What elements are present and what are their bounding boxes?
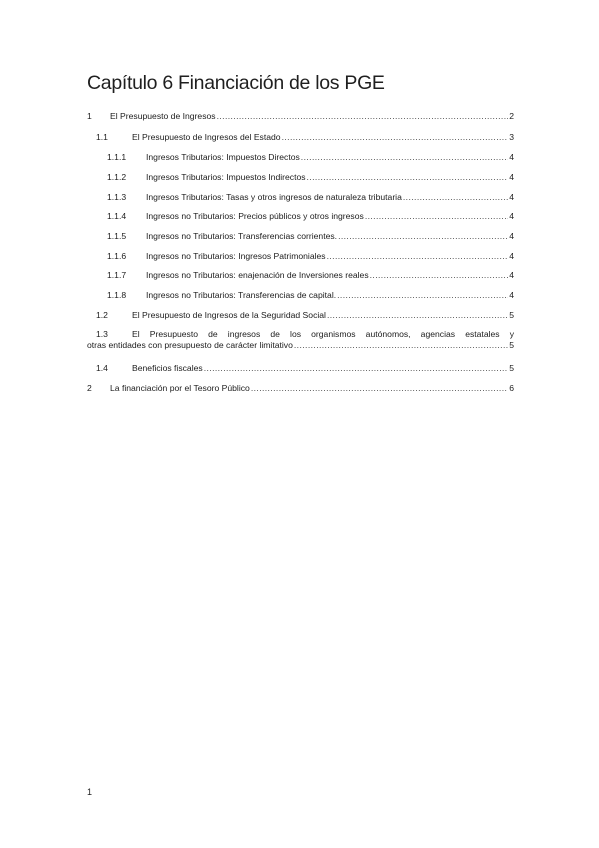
toc-entry-number: 2 (87, 383, 92, 393)
toc-entry-page: 2 (509, 111, 514, 121)
toc-entry-page: 4 (509, 152, 514, 162)
dot-leader (403, 192, 508, 203)
dot-leader (217, 111, 509, 122)
toc-entry-1-1-2[interactable] (107, 172, 514, 183)
dot-leader (338, 231, 508, 242)
toc-entry-label: El Presupuesto de Ingresos del Estado (132, 132, 281, 142)
toc-entry-number: 1.1.4 (107, 211, 127, 221)
toc-entry-page: 4 (509, 270, 514, 280)
toc-entry-page: 5 (509, 310, 514, 320)
toc-entry-number: 1 (87, 111, 92, 121)
toc-entry-page: 4 (509, 172, 514, 182)
toc-entry-number: 1.1.8 (107, 290, 127, 300)
toc-entry-number: 1.1.3 (107, 192, 127, 202)
toc-entry-1-3[interactable] (87, 329, 514, 351)
toc-entry-1[interactable] (87, 111, 514, 122)
chapter-title: Capítulo 6 Financiación de los PGE (87, 72, 385, 94)
toc-entry-label: Ingresos no Tributarios: enajenación de Inversiones reales (146, 270, 369, 280)
toc-entry-1-2[interactable] (96, 310, 514, 321)
toc-entry-number: 1.1.1 (107, 152, 127, 162)
toc-entry-page: 4 (509, 211, 514, 221)
toc-entry-1-1-5[interactable] (107, 231, 514, 242)
toc-entry-label: Ingresos no Tributarios: Transferencias corrientes. (146, 231, 338, 241)
dot-leader (294, 340, 508, 351)
dot-leader (365, 211, 508, 222)
dot-leader (282, 132, 509, 143)
toc-entry-label: El Presupuesto de ingresos de los organismos autónomos, agencias estatales y (132, 329, 514, 339)
toc-entry-page: 5 (509, 340, 514, 350)
toc-entry-number: 1.1.6 (107, 251, 127, 261)
toc-entry-number: 1.1 (96, 132, 108, 142)
dot-leader (307, 172, 509, 183)
toc-entry-1-4[interactable] (96, 363, 514, 374)
page-number: 1 (87, 787, 93, 797)
toc-entry-1-1-7[interactable] (107, 270, 514, 281)
dot-leader (251, 383, 508, 394)
toc-entry-number: 1.3 (96, 329, 108, 339)
toc-entry-number: 1.2 (96, 310, 108, 320)
toc-entry-label: Ingresos no Tributarios: Transferencias de capital. (146, 290, 337, 300)
toc-entry-page: 4 (509, 251, 514, 261)
toc-entry-number: 1.1.5 (107, 231, 127, 241)
toc-entry-label: El Presupuesto de Ingresos (110, 111, 216, 121)
toc-entry-label: Ingresos no Tributarios: Ingresos Patrimoniales (146, 251, 326, 261)
toc-entry-page: 3 (509, 132, 514, 142)
toc-entry-label: Beneficios fiscales (132, 363, 203, 373)
toc-entry-1-1-4[interactable] (107, 211, 514, 222)
dot-leader (327, 310, 508, 321)
toc-entry-label: La financiación por el Tesoro Público (110, 383, 250, 393)
toc-entry-page: 6 (509, 383, 514, 393)
toc-entry-1-1[interactable] (96, 132, 514, 143)
toc-entry-1-1-6[interactable] (107, 251, 514, 262)
toc-entry-1-1-1[interactable] (107, 152, 514, 163)
dot-leader (370, 270, 509, 281)
dot-leader (301, 152, 508, 163)
toc-entry-number: 1.4 (96, 363, 108, 373)
toc-entry-number: 1.1.2 (107, 172, 127, 182)
toc-entry-page: 4 (509, 192, 514, 202)
toc-entry-label: Ingresos no Tributarios: Precios públicos y otros ingresos (146, 211, 364, 221)
toc-entry-label: Ingresos Tributarios: Tasas y otros ingresos de naturaleza tributaria (146, 192, 402, 202)
toc-entry-1-1-3[interactable] (107, 192, 514, 203)
dot-leader (204, 363, 509, 374)
toc-entry-number: 1.1.7 (107, 270, 127, 280)
toc-entry-label: Ingresos Tributarios: Impuestos Directos (146, 152, 300, 162)
toc-entry-page: 4 (509, 231, 514, 241)
toc-entry-label: Ingresos Tributarios: Impuestos Indirectos (146, 172, 306, 182)
toc-entry-page: 5 (509, 363, 514, 373)
toc-entry-1-1-8[interactable] (107, 290, 514, 301)
toc-entry-2[interactable] (87, 383, 514, 394)
dot-leader (337, 290, 508, 301)
dot-leader (327, 251, 509, 262)
toc-entry-label: El Presupuesto de Ingresos de la Seguridad Social (132, 310, 326, 320)
toc-entry-page: 4 (509, 290, 514, 300)
toc-entry-label-continued: otras entidades con presupuesto de carácter limitativo (87, 340, 293, 350)
